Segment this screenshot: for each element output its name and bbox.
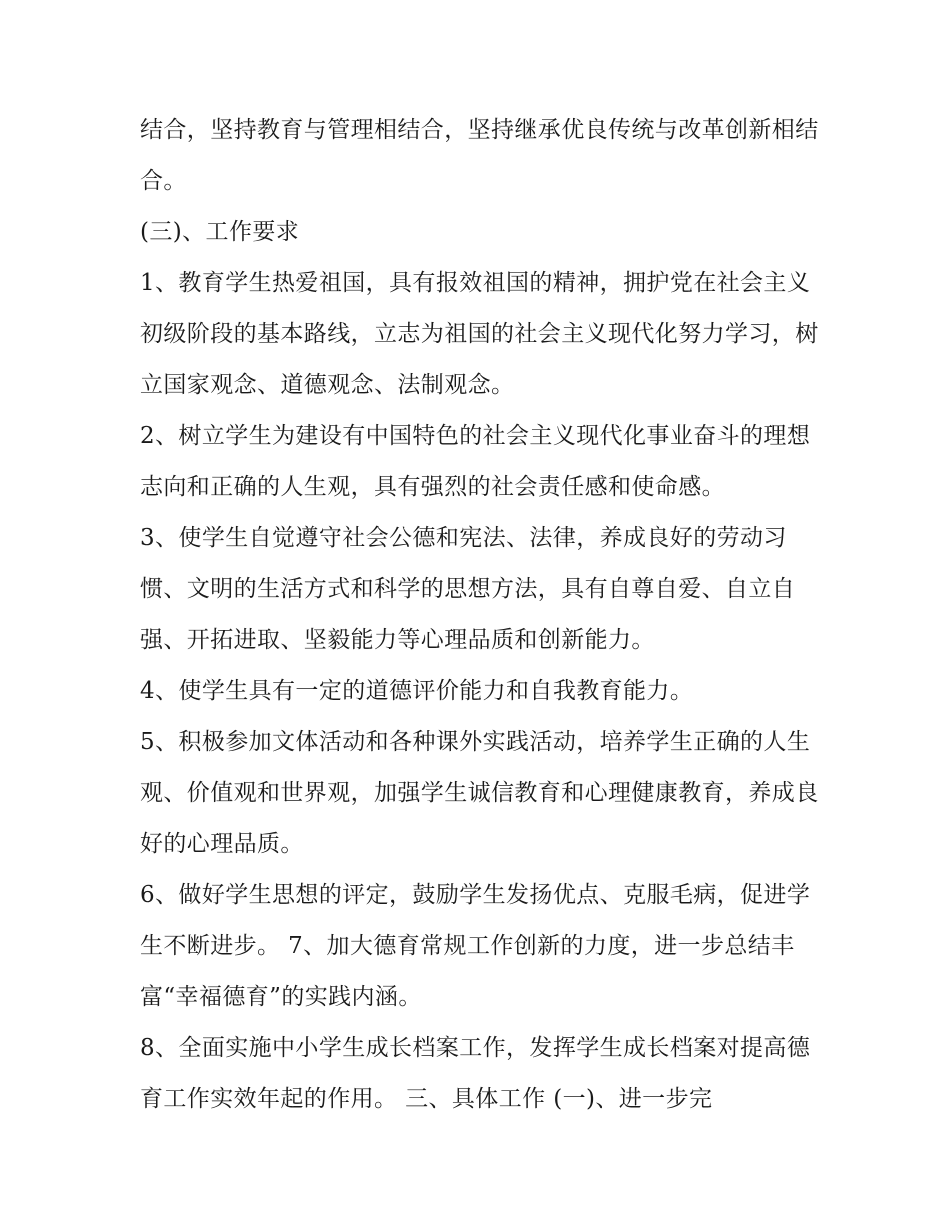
section-heading-work-requirements: (三)、工作要求	[140, 219, 300, 245]
paragraph-continuation: 结合，坚持教育与管理相结合，坚持继承优良传统与改革创新相结合。	[140, 117, 819, 194]
list-item-2: 2、树立学生为建设有中国特色的社会主义现代化事业奋斗的理想志向和正确的人生观，具有强烈的社会责任感和使命感。	[140, 423, 811, 500]
list-item-8: 8、全面实施中小学生成长档案工作，发挥学生成长档案对提高德育工作实效年起的作用。 三、具体工作 (一)、进一步完	[140, 1035, 811, 1112]
list-item-4: 4、使学生具有一定的道德评价能力和自我教育能力。	[140, 678, 694, 704]
document-body	[140, 105, 820, 1125]
list-item-3: 3、使学生自觉遵守社会公德和宪法、法律，养成良好的劳动习惯、文明的生活方式和科学的思想方法，具有自尊自爱、自立自强、开拓进取、坚毅能力等心理品质和创新能力。	[140, 525, 796, 653]
list-item-5: 5、积极参加文体活动和各种课外实践活动，培养学生正确的人生观、价值观和世界观，加强学生诚信教育和心理健康教育，养成良好的心理品质。	[140, 729, 819, 857]
list-item-6-7: 6、做好学生思想的评定，鼓励学生发扬优点、克服毛病，促进学生不断进步。 7、加大德育常规工作创新的力度，进一步总结丰富“幸福德育”的实践内涵。	[140, 882, 811, 1010]
list-item-1: 1、教育学生热爱祖国，具有报效祖国的精神，拥护党在社会主义初级阶段的基本路线，立志为祖国的社会主义现代化努力学习，树立国家观念、道德观念、法制观念。	[140, 270, 819, 398]
